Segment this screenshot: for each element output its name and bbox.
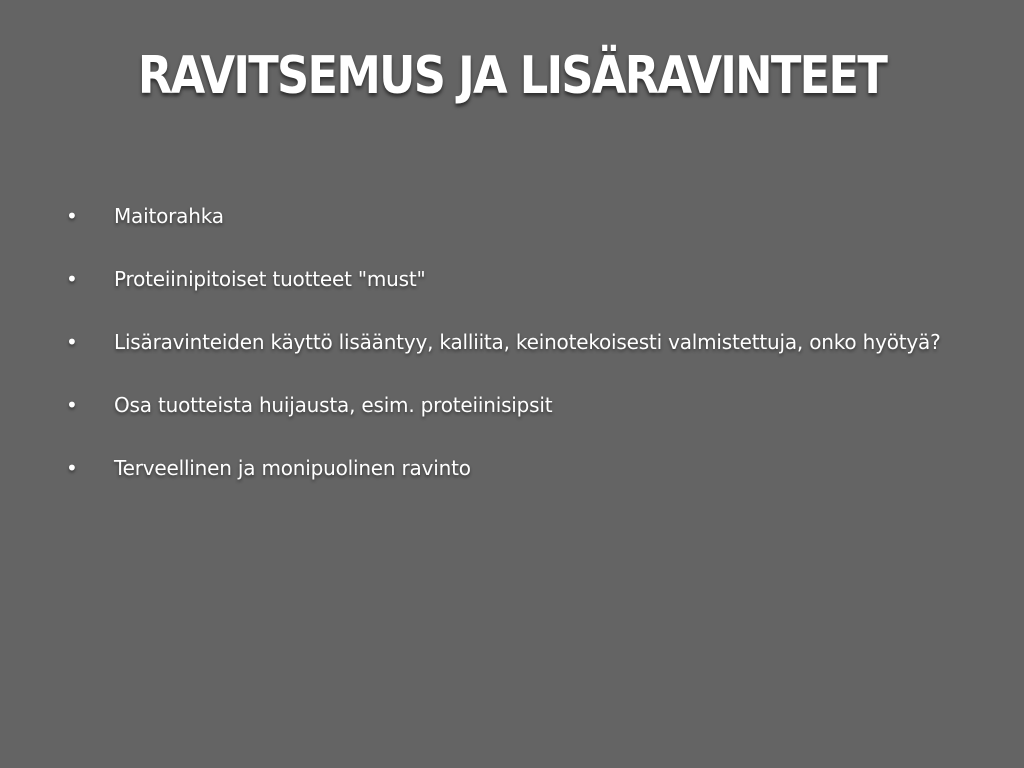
bullet-icon: • [66, 267, 78, 291]
list-item [66, 259, 941, 322]
bullet-icon: • [66, 456, 78, 480]
bullet-text: Lisäravinteiden käyttö lisääntyy, kalliita, keinotekoisesti valmistettuja, onko hyötyä? [114, 330, 941, 354]
bullet-text: Osa tuotteista huijausta, esim. proteiinisipsit [114, 393, 553, 417]
bullet-icon: • [66, 393, 78, 417]
bullet-text: Terveellinen ja monipuolinen ravinto [114, 456, 471, 480]
bullet-text: Maitorahka [114, 204, 224, 228]
bullet-icon: • [66, 204, 78, 228]
slide-title: RAVITSEMUS JA LISÄRAVINTEET [137, 46, 887, 106]
bullet-list [66, 196, 941, 511]
bullet-icon: • [66, 330, 78, 354]
list-item [66, 196, 941, 259]
bullet-text: Proteiinipitoiset tuotteet "must" [114, 267, 426, 291]
list-item [66, 385, 941, 448]
list-item [66, 448, 941, 511]
list-item [66, 322, 941, 385]
